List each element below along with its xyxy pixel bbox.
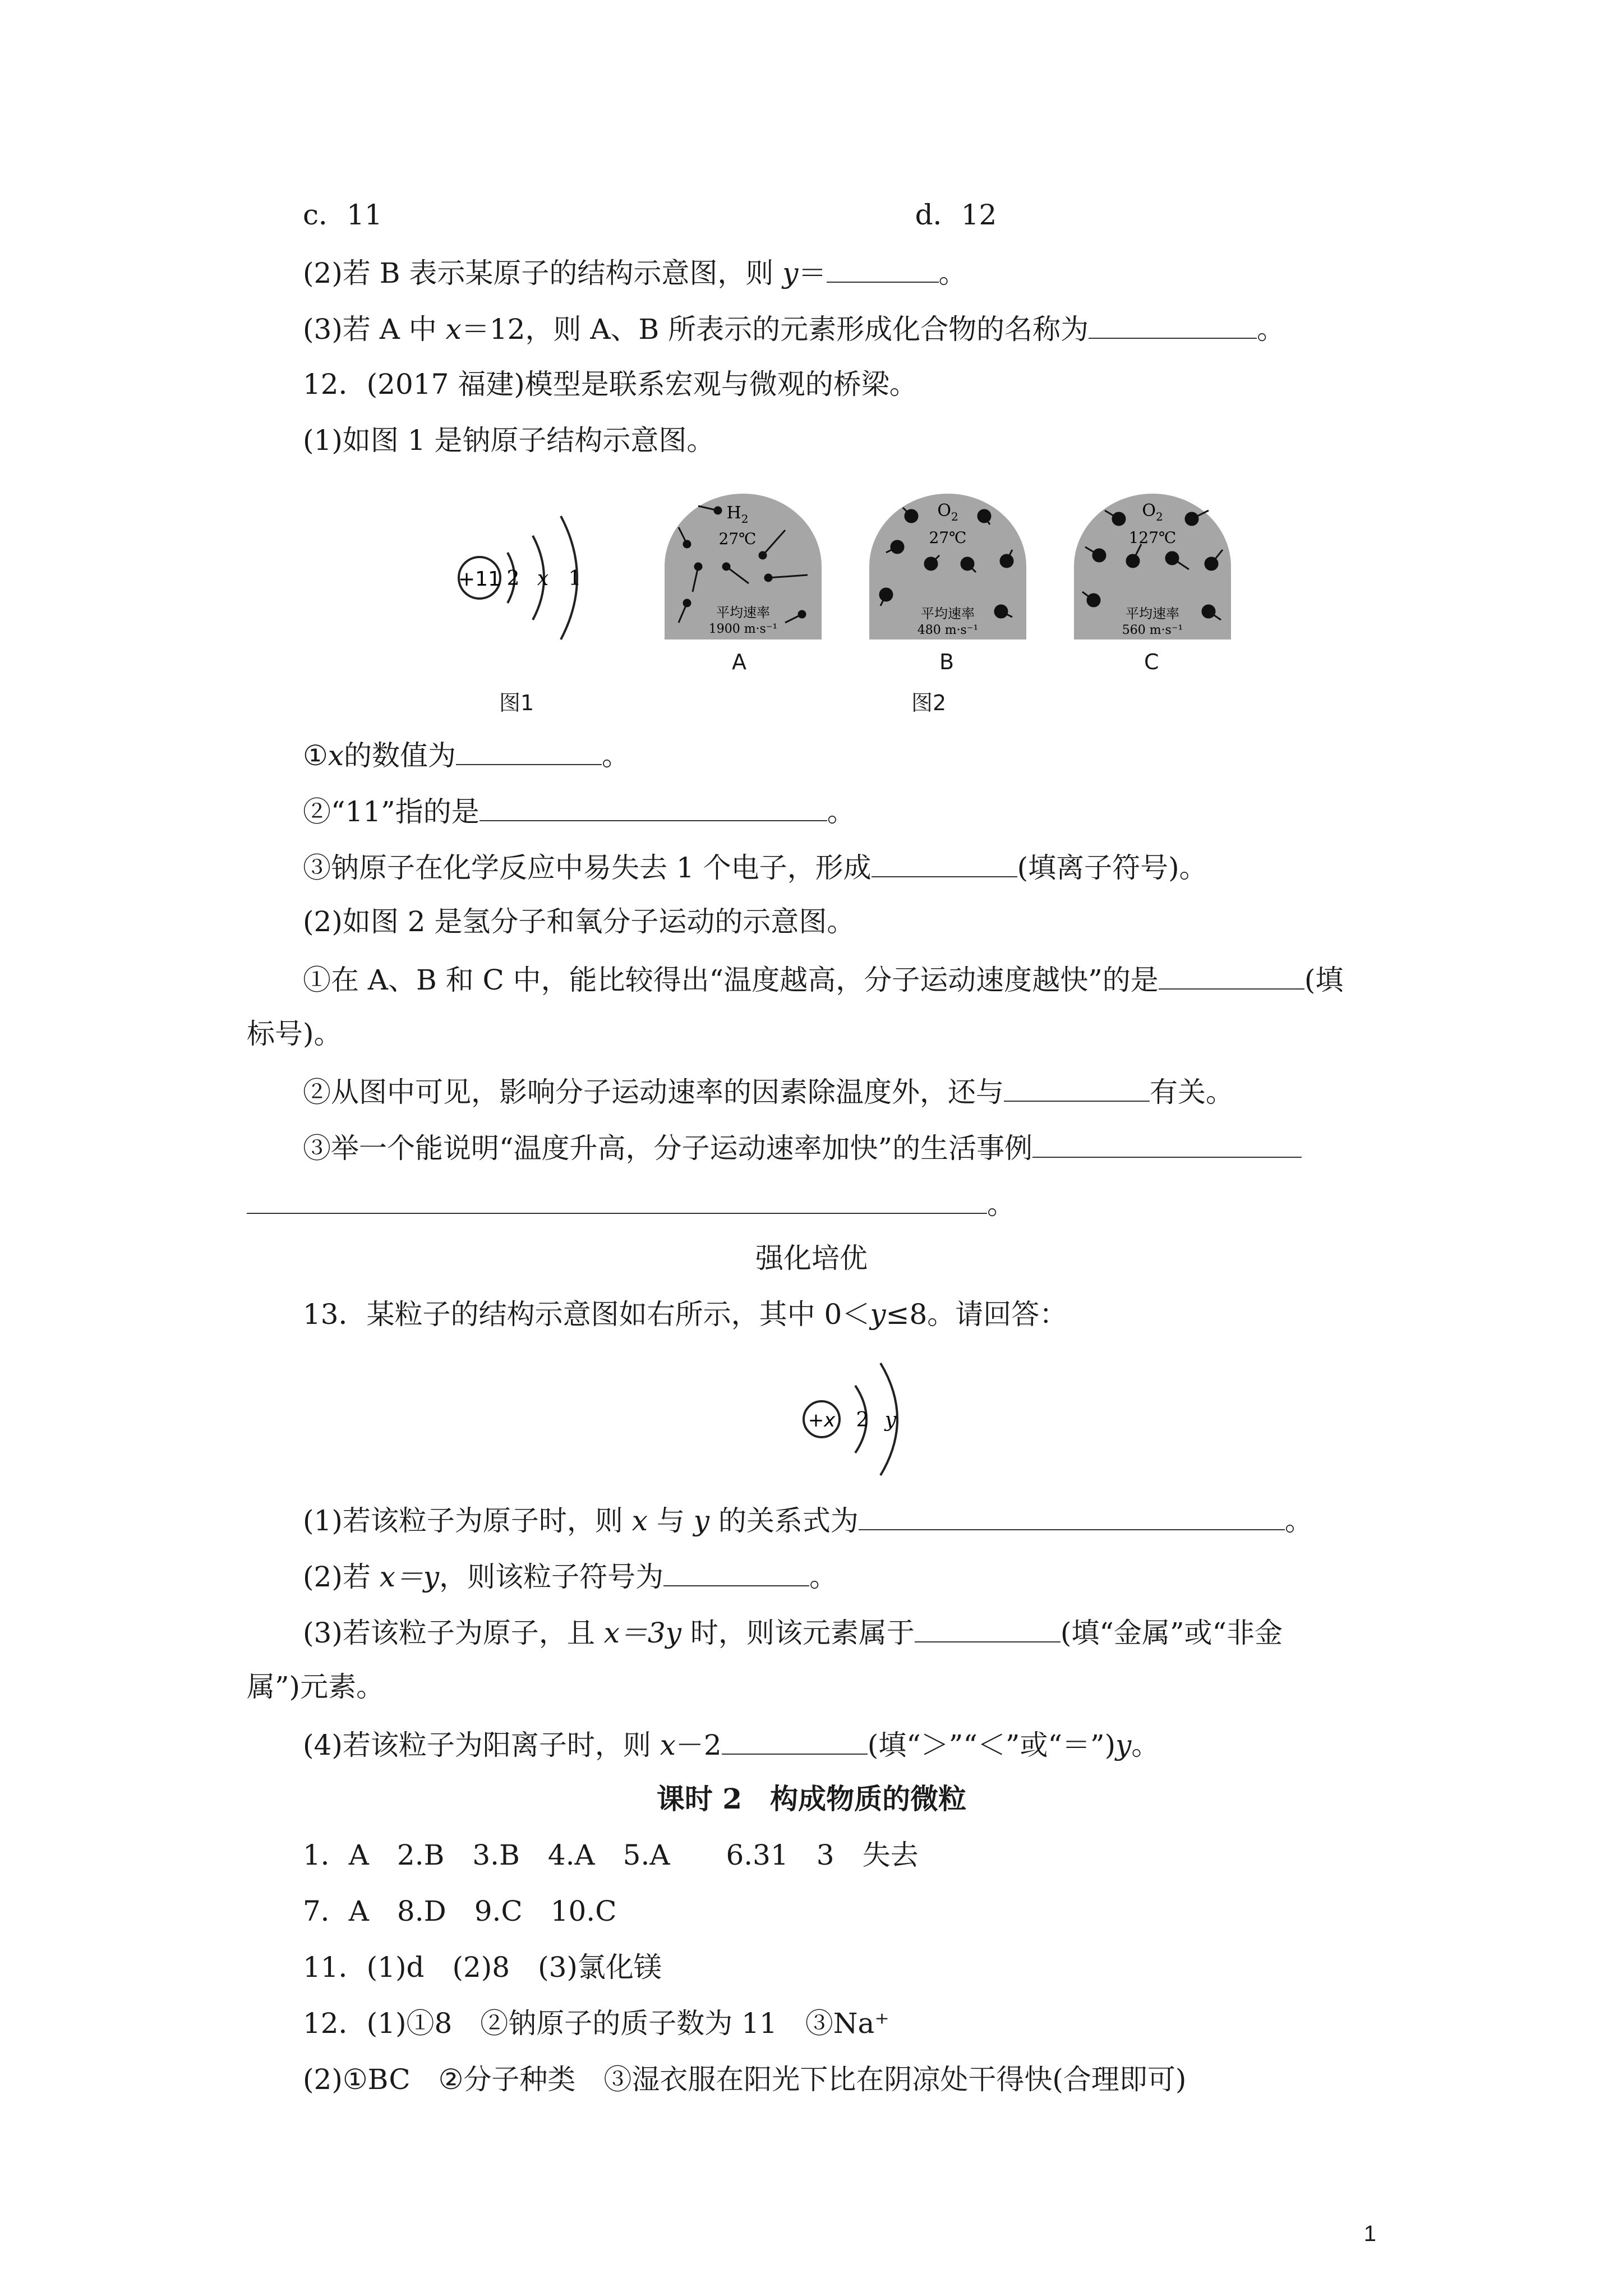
answer-blank[interactable] bbox=[1032, 1132, 1302, 1158]
q11-part3: (3)若 A 中 x＝12，则 A、B 所表示的元素形成化合物的名称为 。 bbox=[303, 313, 1285, 346]
q12-sub2: ②“11”指的是 。 bbox=[303, 795, 855, 828]
svg-text:27℃: 27℃ bbox=[718, 530, 757, 548]
molecule-panel-c bbox=[1074, 494, 1231, 639]
shell2-electrons: x bbox=[537, 567, 549, 590]
q12-sub1: ①x的数值为 。 bbox=[303, 739, 630, 772]
answer-blank[interactable] bbox=[827, 257, 939, 283]
answer-line-2: 7．A 8.D 9.C 10.C bbox=[303, 1895, 617, 1927]
svg-text:平均速率: 平均速率 bbox=[716, 605, 770, 620]
answer-blank[interactable] bbox=[456, 739, 602, 765]
q12-t3: ③举一个能说明“温度升高，分子运动速率加快”的生活事例 bbox=[303, 1132, 1302, 1162]
q11-options bbox=[303, 201, 997, 229]
answer-blank[interactable] bbox=[479, 795, 827, 821]
svg-text:127℃: 127℃ bbox=[1128, 528, 1177, 547]
q12-part1: (1)如图 1 是钠原子结构示意图。 bbox=[303, 424, 715, 457]
shell1-electrons: 2 bbox=[506, 567, 520, 590]
q12-t3-cont: 。 bbox=[247, 1188, 1015, 1218]
molecule-panel-b bbox=[869, 494, 1026, 639]
shell2-electrons: y bbox=[884, 1409, 897, 1432]
svg-text:平均速率: 平均速率 bbox=[921, 606, 975, 622]
answer-line-3: 11．(1)d (2)8 (3)氯化镁 bbox=[303, 1951, 662, 1984]
answer-blank[interactable] bbox=[247, 1188, 987, 1214]
answers-title: 课时 2 构成物质的微粒 bbox=[656, 1782, 967, 1815]
q13-stem: 13．某粒子的结构示意图如右所示，其中 0＜y≤8。请回答： bbox=[303, 1298, 1068, 1331]
shell1-electrons: 2 bbox=[856, 1409, 869, 1432]
svg-text:O2: $O_2$ bbox=[1142, 501, 1163, 523]
q13-part3: (3)若该粒子为原子，且 x＝3y 时，则该元素属于 (填“金属”或“非金 bbox=[303, 1617, 1283, 1649]
section-title: 强化培优 bbox=[755, 1242, 868, 1274]
q12-stem: 12．(2017 福建)模型是联系宏观与微观的桥梁。 bbox=[303, 368, 917, 401]
option-c: c．11 bbox=[303, 199, 382, 231]
answer-blank[interactable] bbox=[915, 1617, 1061, 1642]
panel-c-label: C bbox=[1144, 650, 1159, 674]
answer-blank[interactable] bbox=[872, 852, 1017, 877]
answer-blank[interactable] bbox=[1004, 1076, 1150, 1102]
q13-part1: (1)若该粒子为原子时，则 x 与 y 的关系式为 。 bbox=[303, 1504, 1313, 1537]
q13-part3-cont: 属”)元素。 bbox=[247, 1671, 385, 1703]
svg-text:480 m·s⁻¹: 480 m·s⁻¹ bbox=[917, 623, 979, 637]
answer-blank[interactable] bbox=[1159, 964, 1304, 990]
answer-line-1: 1．A 2.B 3.B 4.A 5.A 6.31 3 失去 bbox=[303, 1839, 919, 1871]
figure1-caption: 图1 bbox=[499, 691, 534, 715]
q13-part4: (4)若该粒子为阳离子时，则 x－2 (填“＞”“＜”或“＝”)y。 bbox=[303, 1729, 1160, 1761]
answer-blank[interactable] bbox=[1089, 313, 1257, 339]
q13-part2: (2)若 x＝y，则该粒子符号为 。 bbox=[303, 1561, 838, 1593]
q12-t2: ②从图中可见，影响分子运动速率的因素除温度外，还与 有关。 bbox=[303, 1076, 1234, 1108]
answer-blank[interactable] bbox=[722, 1729, 868, 1755]
svg-text:O2: $O_2$ bbox=[937, 501, 958, 523]
svg-text:560 m·s⁻¹: 560 m·s⁻¹ bbox=[1122, 623, 1183, 637]
shell3-electrons: 1 bbox=[568, 567, 582, 590]
option-d: d．12 bbox=[915, 199, 997, 231]
q12-part2: (2)如图 2 是氢分子和氧分子运动的示意图。 bbox=[303, 905, 855, 938]
answer-blank[interactable] bbox=[663, 1561, 809, 1586]
particle-structure-diagram bbox=[796, 1346, 920, 1492]
answer-line-5: (2)①BC ②分子种类 ③湿衣服在阳光下比在阴凉处干得快(合理即可) bbox=[303, 2063, 1187, 2096]
nucleus-label: +x bbox=[808, 1409, 836, 1432]
figure2-caption: 图2 bbox=[911, 691, 947, 715]
svg-text:平均速率: 平均速率 bbox=[1126, 606, 1179, 622]
panel-a-label: A bbox=[732, 650, 746, 674]
page-number: 1 bbox=[1363, 2221, 1376, 2246]
sodium-atom-diagram bbox=[449, 505, 594, 651]
panel-b-label: B bbox=[939, 650, 955, 674]
answer-blank[interactable] bbox=[859, 1504, 1285, 1530]
answer-line-4: 12．(1)①8 ②钠原子的质子数为 11 ③Na⁺ bbox=[303, 2007, 889, 2040]
svg-text:H2: $H_2$ bbox=[726, 503, 749, 526]
molecule-panel-a bbox=[665, 494, 822, 639]
nucleus-label: +11 bbox=[458, 568, 501, 591]
q11-part2: (2)若 B 表示某原子的结构示意图，则 y＝ 。 bbox=[303, 257, 967, 289]
svg-text:27℃: 27℃ bbox=[929, 528, 967, 547]
svg-text:1900 m·s⁻¹: 1900 m·s⁻¹ bbox=[708, 622, 778, 636]
q12-sub3: ③钠原子在化学反应中易失去 1 个电子，形成 (填离子符号)。 bbox=[303, 852, 1207, 884]
q12-t1: ①在 A、B 和 C 中，能比较得出“温度越高，分子运动速度越快”的是 (填 bbox=[303, 964, 1344, 996]
q12-t1-cont: 标号)。 bbox=[247, 1018, 342, 1050]
